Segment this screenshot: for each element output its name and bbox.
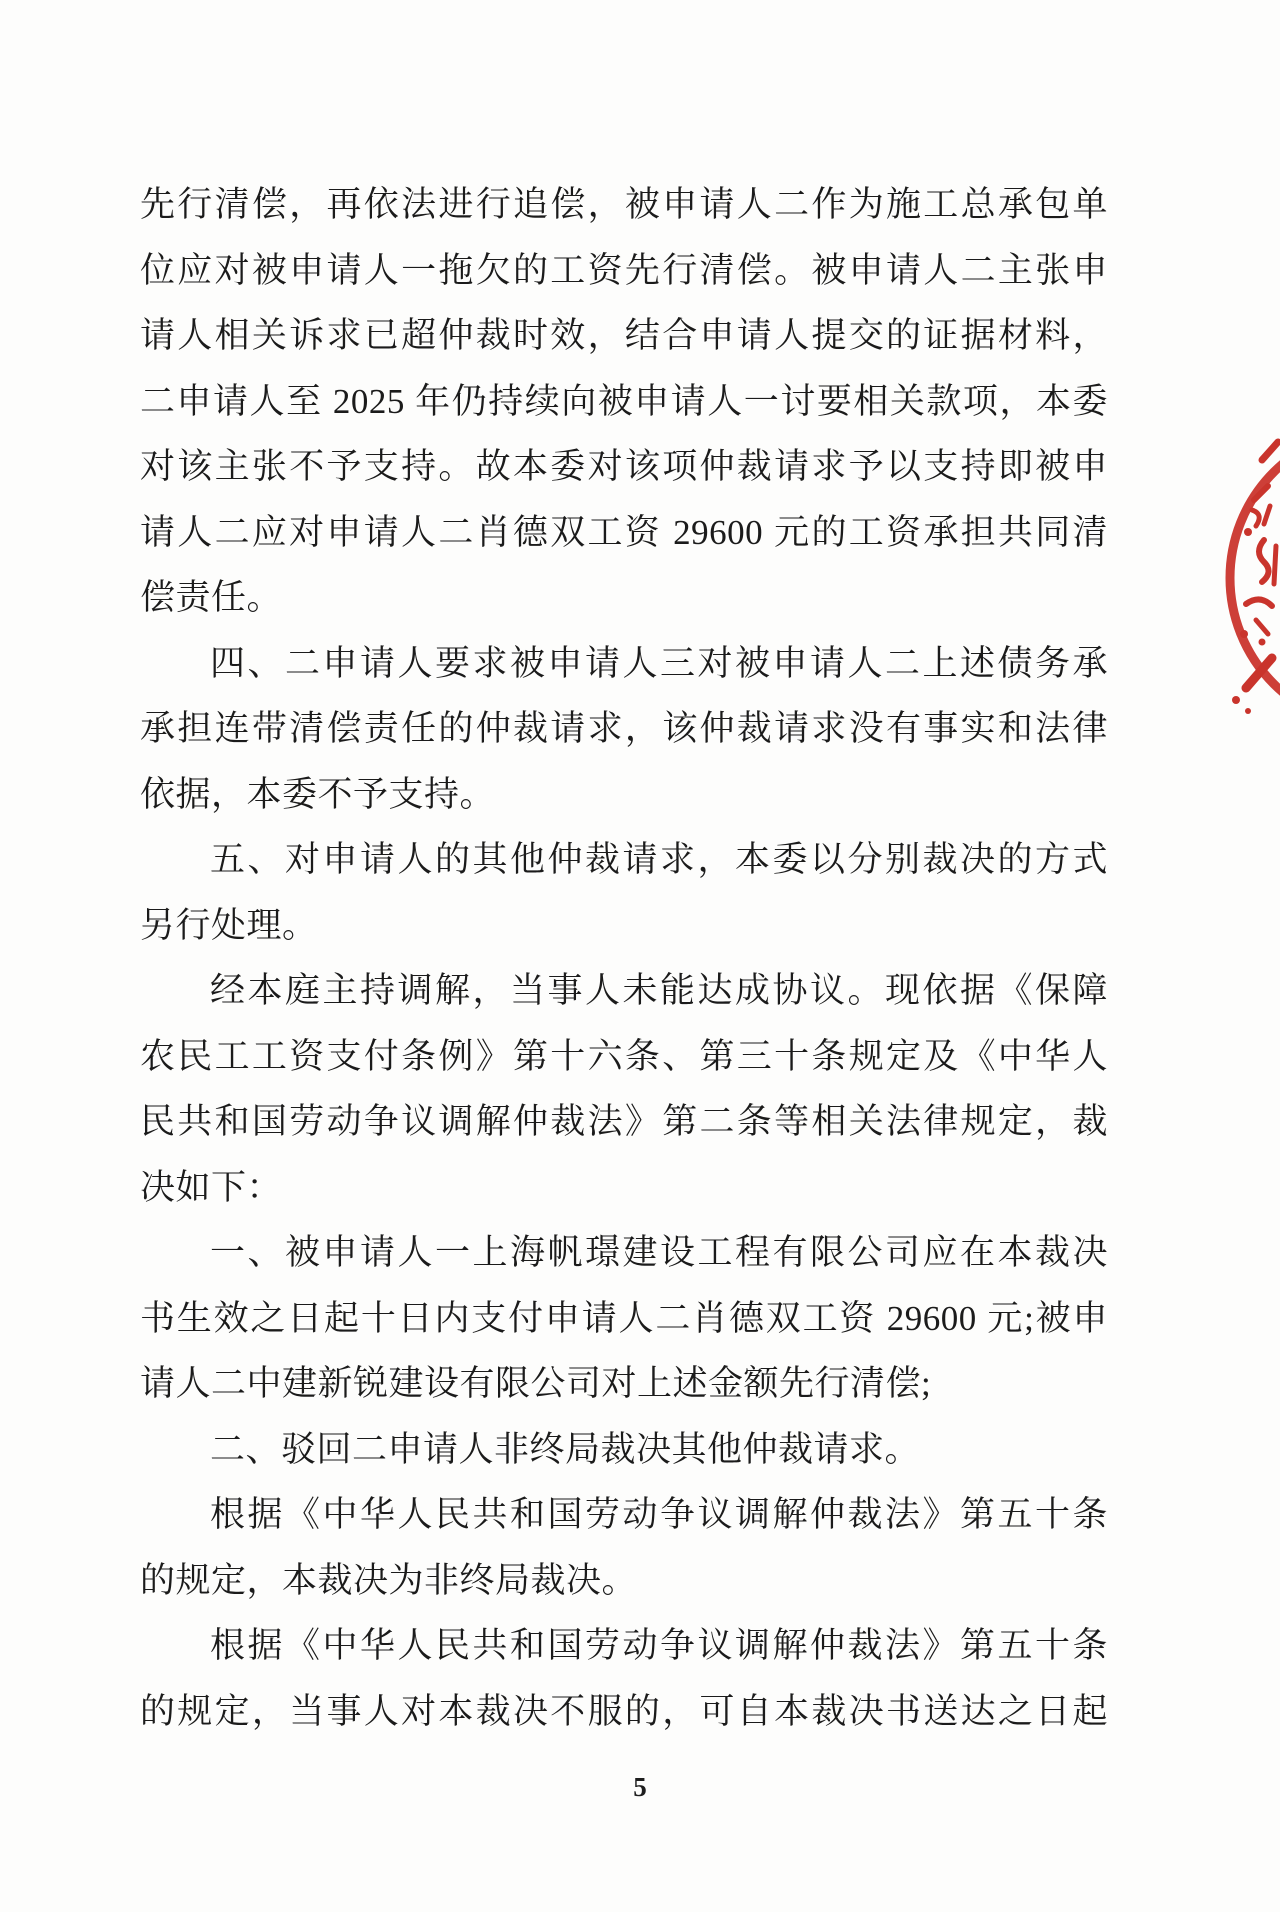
text-line: 承担连带清偿责任的仲裁请求，该仲裁请求没有事实和法律 [140, 709, 1108, 748]
text-line: 经本庭主持调解，当事人未能达成协议。现依据《保障 [210, 971, 1108, 1010]
text-line: 对该主张不予支持。故本委对该项仲裁请求予以支持即被申 [140, 447, 1108, 486]
text-line: 的规定，本裁决为非终局裁决。 [140, 1560, 638, 1600]
text-line: 决如下： [140, 1167, 283, 1207]
text-line: 依据，本委不予支持。 [140, 774, 496, 814]
official-seal-fragment [1222, 428, 1280, 728]
text-line: 五、对申请人的其他仲裁请求，本委以分别裁决的方式 [210, 840, 1108, 879]
text-line: 二申请人至 2025 年仍持续向被申请人一讨要相关款项，本委 [140, 381, 1108, 421]
text-line: 请人二应对申请人二肖德双工资 29600 元的工资承担共同清 [140, 512, 1108, 552]
text-line: 请人相关诉求已超仲裁时效，结合申请人提交的证据材料， [140, 316, 1108, 355]
text-line: 民共和国劳动争议调解仲裁法》第二条等相关法律规定，裁 [140, 1102, 1108, 1141]
text-line: 另行处理。 [140, 905, 318, 945]
text-line: 四、二申请人要求被申请人三对被申请人二上述债务承 [210, 643, 1108, 683]
text-line: 农民工工资支付条例》第十六条、第三十条规定及《中华人 [140, 1036, 1108, 1076]
text-line: 位应对被申请人一拖欠的工资先行清偿。被申请人二主张申 [140, 250, 1108, 290]
page-number: 5 [633, 1772, 647, 1802]
document-body [140, 172, 1108, 1744]
text-line: 根据《中华人民共和国劳动争议调解仲裁法》第五十条 [210, 1626, 1108, 1665]
text-line: 根据《中华人民共和国劳动争议调解仲裁法》第五十条 [210, 1495, 1108, 1534]
text-line: 二、驳回二申请人非终局裁决其他仲裁请求。 [210, 1429, 921, 1469]
text-line: 先行清偿，再依法进行追偿，被申请人二作为施工总承包单 [140, 185, 1108, 224]
text-line: 偿责任。 [140, 578, 283, 617]
text-line: 的规定，当事人对本裁决不服的，可自本裁决书送达之日起 [140, 1691, 1108, 1731]
text-line: 一、被申请人一上海帆璟建设工程有限公司应在本裁决 [210, 1233, 1108, 1272]
text-line: 书生效之日起十日内支付申请人二肖德双工资 29600 元;被申 [140, 1298, 1108, 1338]
text-line: 请人二中建新锐建设有限公司对上述金额先行清偿; [140, 1364, 932, 1403]
seal-strokes [1230, 428, 1280, 728]
